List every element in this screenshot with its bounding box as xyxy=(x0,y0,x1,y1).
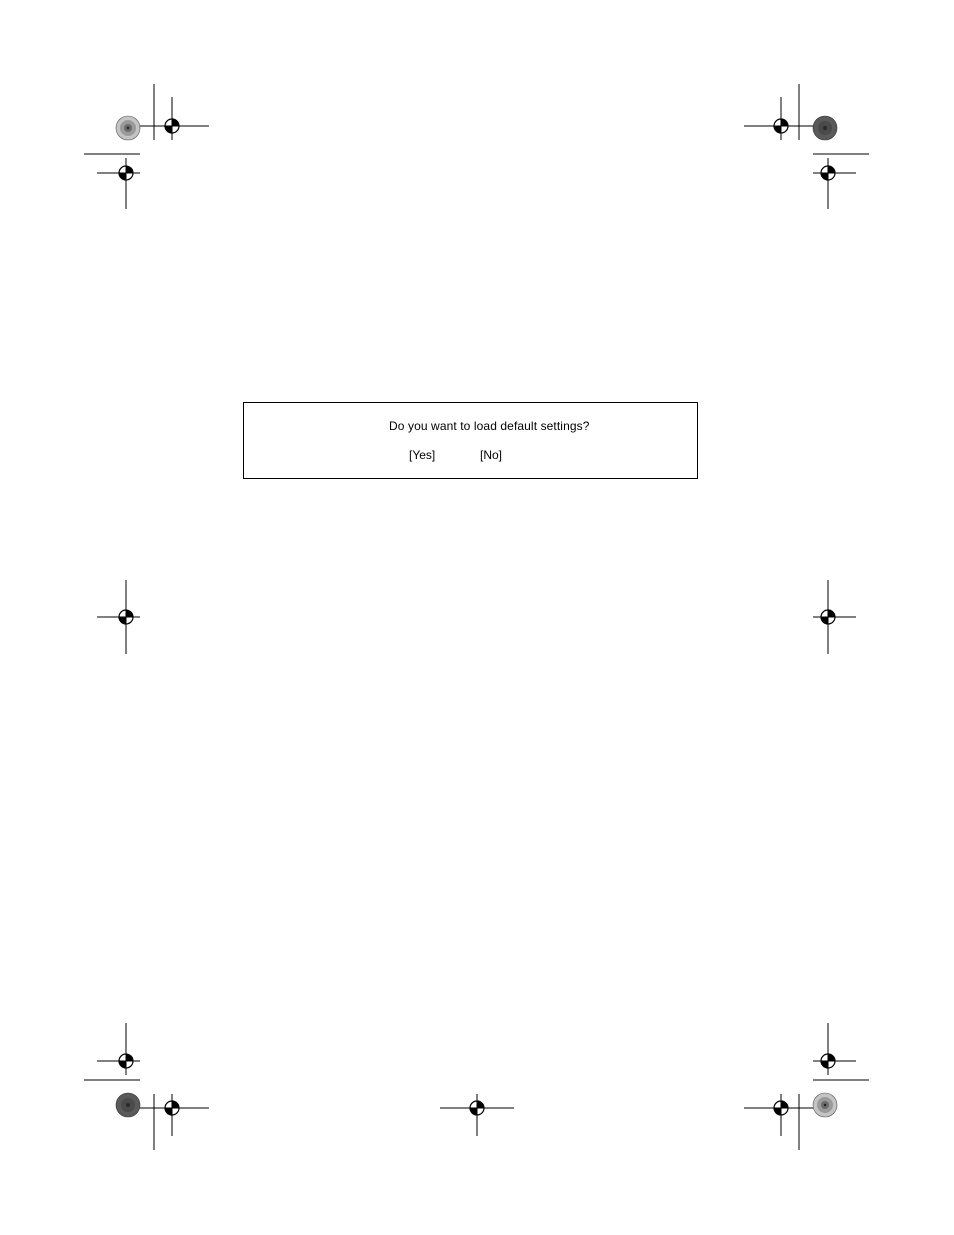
registration-mark-icon xyxy=(165,1101,179,1115)
registration-mark-icon xyxy=(119,166,133,180)
registration-mark-icon xyxy=(165,119,179,133)
registration-mark-icon xyxy=(774,1101,788,1115)
registration-mark-icon xyxy=(119,610,133,624)
starburst-icon-top-right xyxy=(813,116,837,140)
registration-mark-icon xyxy=(821,1054,835,1068)
crop-mark-top-right xyxy=(744,84,869,209)
starburst-icon-top-left xyxy=(116,116,140,140)
dialog-prompt: Do you want to load default settings? xyxy=(389,419,590,433)
yes-button[interactable]: [Yes] xyxy=(409,448,436,462)
starburst-icon-bottom-left xyxy=(116,1093,140,1117)
starburst-icon-bottom-right xyxy=(813,1093,837,1117)
crop-mark-bottom-right xyxy=(744,1023,869,1150)
registration-mark-icon xyxy=(821,166,835,180)
crop-mark-top-left xyxy=(84,84,209,209)
registration-mark-icon xyxy=(774,119,788,133)
registration-mark-icon xyxy=(470,1101,484,1115)
load-defaults-dialog xyxy=(243,402,698,479)
registration-mark-icon xyxy=(821,610,835,624)
crop-mark-bottom-left xyxy=(84,1023,209,1150)
no-button[interactable]: [No] xyxy=(480,448,503,462)
registration-mark-icon xyxy=(119,1054,133,1068)
